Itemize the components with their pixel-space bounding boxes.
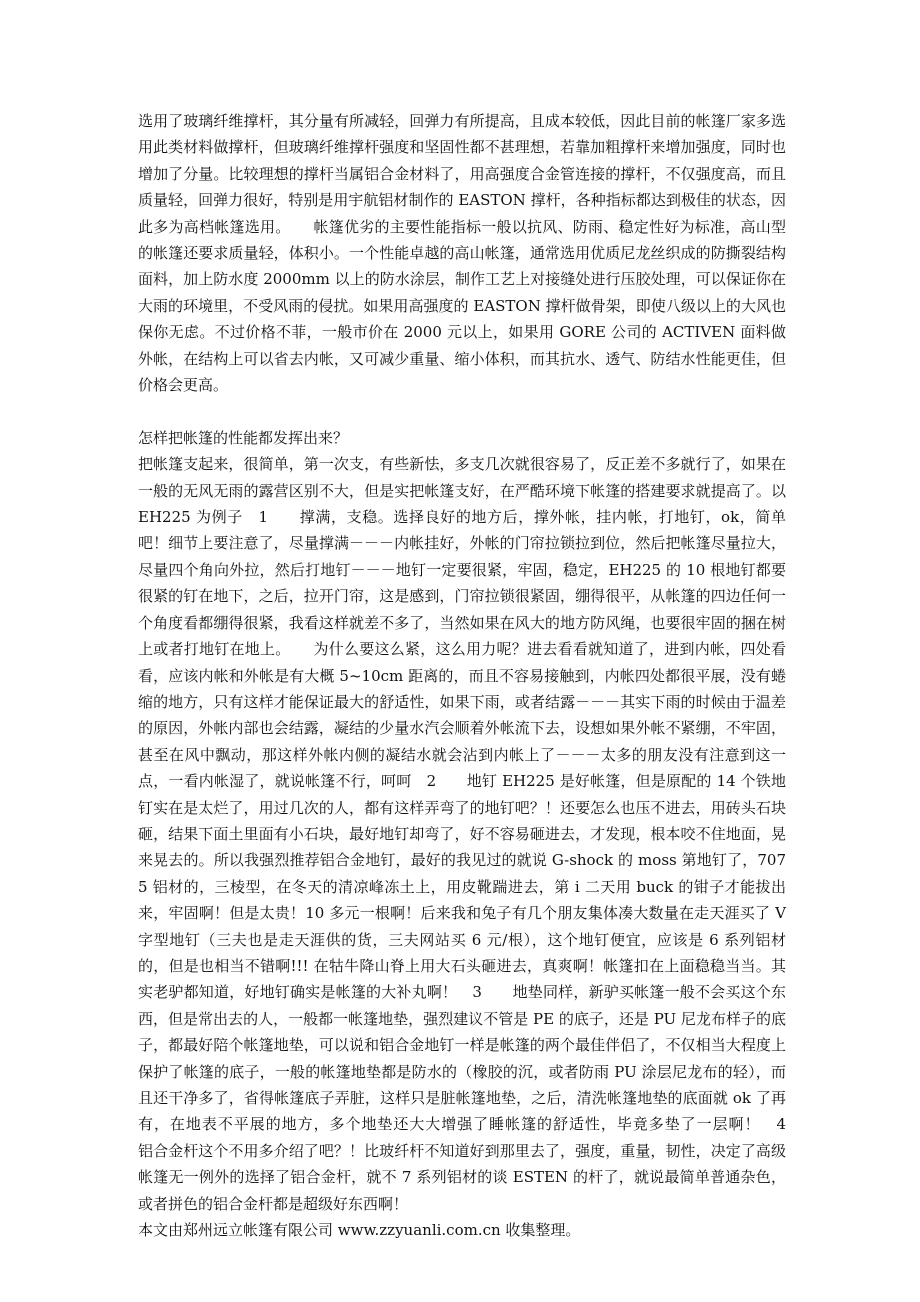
paragraph-tent-setup: 把帐篷支起来，很简单，第一次支，有些新怯，多支几次就很容易了，反正差不多就行了，如果在一般的无风无雨的露营区别不大，但是实把帐篷支好，在严酷环境下帐篷的搭建要求就提高了。以 EH225 为例子 1 撑满，支稳。选择良好的地方后，撑外帐，挂内帐，打地钉，ok，简单吧！细节上要注意了，尽量撑满－－－内帐挂好，外帐的门帘拉锁拉到位，然后把帐篷尽量拉大，尽量四个角向外拉，然后打地钉－－－地钉一定要很紧，牢固，稳定，EH225 的 10 根地钉都要很紧的钉在地下，之后，拉开门帘，这是感到，门帘拉锁很紧固，绷得很平，从帐篷的四边任何一个角度看都绷得很紧，我看这样就差不多了，当然如果在风大的地方防风绳，也要很牢固的捆在树上或者打地钉在地上。 为什么要这么紧，这么用力呢？进去看看就知道了，进到内帐，四处看看，应该内帐和外帐是有大概 5~10cm 距离的，而且不容易接触到，内帐四处都很平展，没有蜷缩的地方，只有这样才能保证最大的舒适性，如果下雨，或者结露－－－其实下雨的时候由于温差的原因，外帐内部也会结露，凝结的少量水汽会顺着外帐流下去，设想如果外帐不紧绷，不牢固，甚至在风中飘动，那这样外帐内侧的凝结水就会沾到内帐上了－－－太多的朋友没有注意到这一点，一看内帐湿了，就说帐篷不行，呵呵 2 地钉 EH225 是好帐篷，但是原配的 14 个铁地钉实在是太烂了，用过几次的人，都有这样弄弯了的地钉吧？！还要怎么也压不进去，用砖头石块砸，结果下面土里面有小石块，最好地钉却弯了，好不容易砸进去，才发现，根本咬不住地面，晃来晃去的。所以我强烈推荐铝合金地钉，最好的我见过的就说 G-shock 的 moss 第地钉了，7075 铝材的，三棱型，在冬天的清凉峰冻土上，用皮靴踹进去，第 i 二天用 buck 的钳子才能拔出来，牢固啊！但是太贵！10 多元一根啊！后来我和兔子有几个朋友集体凑大数量在走天涯买了 V 字型地钉（三夫也是走天涯供的货，三夫网站买 6 元/根），这个地钉便宜，应该是 6 系列铝材的，但是也相当不错啊!!! 在牯牛降山脊上用大石头砸进去，真爽啊！帐篷扣在上面稳稳当当。其实老驴都知道，好地钉确实是帐篷的大补丸啊！ 3 地垫同样，新驴买帐篷一般不会买这个东西，但是常出去的人，一般都一帐篷地垫，强烈建议不管是 PE 的底子，还是 PU 尼龙布样子的底子，都最好陪个帐篷地垫，可以说和铝合金地钉一样是帐篷的两个最佳伴侣了，不仅相当大程度上保护了帐篷的底子，一般的帐篷地垫都是防水的（橡胶的沉，或者防雨 PU 涂层尼龙布的轻），而且还干净多了，省得帐篷底子弄脏，这样只是脏帐篷地垫，之后，清洗帐篷地垫的底面就 ok 了再有，在地表不平展的地方，多个地垫还大大增强了睡帐篷的舒适性，毕竟多垫了一层啊！ 4 铝合金杆这个不用多介绍了吧？！比玻纤杆不知道好到那里去了，强度，重量，韧性，决定了高级帐篷无一例外的选择了铝合金杆，就不 7 系列铝材的谈 ESTEN 的杆了，就说最简单普通杂色，或者拼色的铝合金杆都是超级好东西啊！: [138, 455, 817, 1213]
document-page: [138, 108, 817, 1243]
footer-source: 本文由郑州远立帐篷有限公司 www.zzyuanli.com.cn 收集整理。: [138, 1221, 581, 1240]
paragraph-tent-poles: 选用了玻璃纤维撑杆，其分量有所减轻，回弹力有所提高，且成本较低，因此目前的帐篷厂家多选用此类材料做撑杆，但玻璃纤维撑杆强度和坚固性都不甚理想，若靠加粗撑杆来增加强度，同时也增加了分量。比较理想的撑杆当属铝合金材料了，用高强度合金管连接的撑杆，不仅强度高，而且质量轻，回弹力很好，特别是用宇航铝材制作的 EASTON 撑杆，各种指标都达到极佳的状态，因此多为高档帐篷选用。 帐篷优劣的主要性能指标一般以抗风、防雨、稳定性好为标准，高山型的帐篷还要求质量轻，体积小。一个性能卓越的高山帐篷，通常选用优质尼龙丝织成的防撕裂结构面料，加上防水度 2000mm 以上的防水涂层，制作工艺上对接缝处进行压胶处理，可以保证你在大雨的环境里，不受风雨的侵扰。如果用高强度的 EASTON 撑杆做骨架，即使八级以上的大风也保你无虑。不过价格不菲，一般市价在 2000 元以上，如果用 GORE 公司的 ACTIVEN 面料做外帐，在结构上可以省去内帐，又可减少重量、缩小体积，而其抗水、透气、防结水性能更佳，但价格会更高。: [138, 112, 786, 395]
section-heading: 怎样把帐篷的性能都发挥出来？: [138, 428, 349, 447]
paragraph-gap: [138, 398, 786, 424]
